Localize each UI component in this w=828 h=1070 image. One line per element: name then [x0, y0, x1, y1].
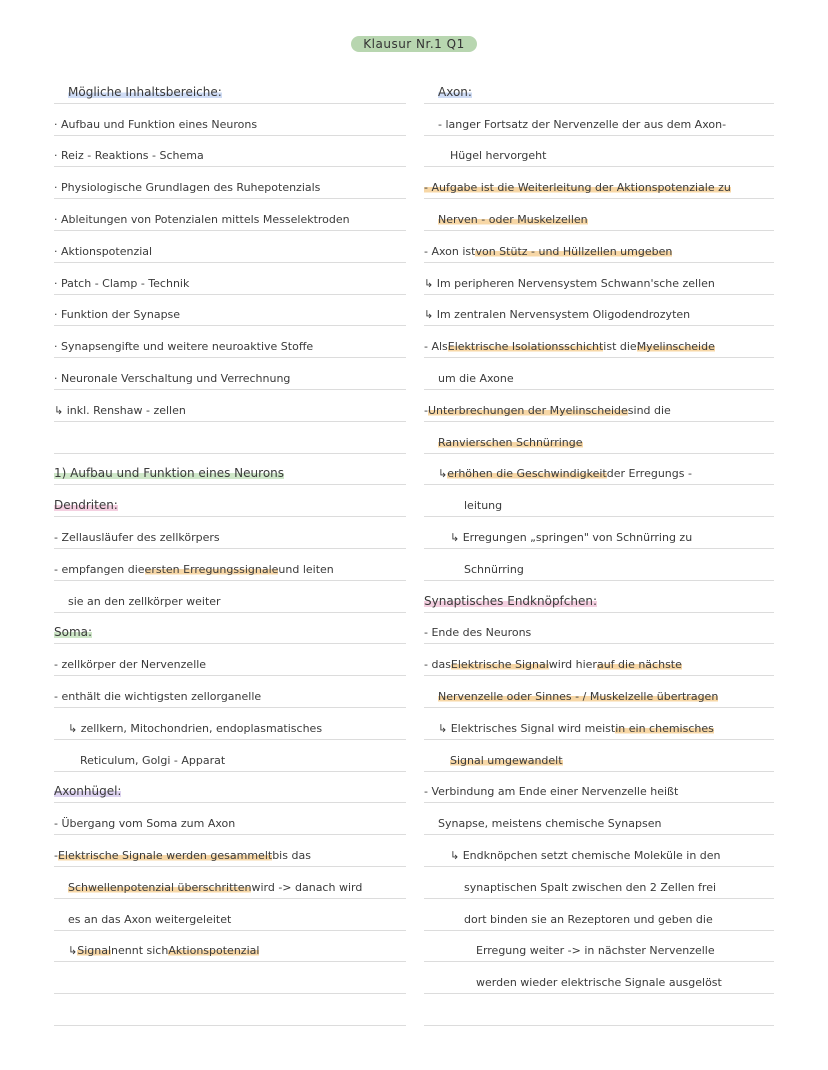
note-line	[424, 676, 774, 708]
note-line	[424, 390, 774, 422]
note-text: sind die	[627, 403, 671, 417]
note-line-empty	[54, 422, 406, 454]
section-heading: 1) Aufbau und Funktion eines Neurons	[54, 466, 285, 481]
title-area	[0, 33, 828, 52]
page-title: Klausur Nr.1 Q1	[351, 36, 476, 52]
note-text: leitung	[464, 499, 503, 513]
note-text: Schnürring	[464, 562, 524, 576]
note-line	[54, 167, 406, 199]
note-line	[424, 104, 774, 136]
note-line	[424, 931, 774, 963]
note-line	[424, 740, 774, 772]
note-line	[424, 644, 774, 676]
note-line	[54, 899, 406, 931]
note-text: · Reiz - Reaktions - Schema	[54, 149, 204, 163]
note-line	[424, 867, 774, 899]
note-text: wird hier	[548, 658, 597, 672]
note-text: · Ableitungen von Potenzialen mittels Messelektroden	[54, 212, 350, 226]
note-text: ↳	[68, 944, 78, 958]
note-line	[424, 231, 774, 263]
note-text: - Zellausläufer des zellkörpers	[54, 530, 220, 544]
highlight: in ein chemisches	[615, 721, 714, 735]
note-text: -	[54, 848, 58, 862]
note-line	[424, 358, 774, 390]
highlight: - Aufgabe ist die Weiterleitung der Aktionspotenziale zu	[424, 181, 731, 195]
right-column	[424, 72, 774, 1026]
note-line	[424, 899, 774, 931]
highlight: Elektrische Signale werden gesammelt	[57, 848, 273, 862]
highlight: Unterbrechungen der Myelinscheide	[427, 403, 628, 417]
note-line	[54, 517, 406, 549]
note-line	[424, 422, 774, 454]
highlight: Schwellenpotenzial überschritten	[68, 880, 252, 894]
note-text: - Axon ist	[424, 244, 476, 258]
note-text: ist die	[603, 340, 637, 354]
note-line	[424, 326, 774, 358]
note-text: bis das	[272, 848, 311, 862]
note-text: ↳	[438, 467, 448, 481]
note-line	[54, 199, 406, 231]
note-line	[54, 231, 406, 263]
note-text: Reticulum, Golgi - Apparat	[80, 753, 226, 767]
note-text: Hügel hervorgeht	[450, 149, 547, 163]
note-text: sie an den zellkörper weiter	[68, 594, 221, 608]
note-line	[424, 708, 774, 740]
note-line	[54, 803, 406, 835]
highlight: von Stütz - und Hüllzellen umgeben	[475, 244, 673, 258]
note-line-empty	[54, 994, 406, 1026]
note-line	[54, 549, 406, 581]
note-text: ↳ Erregungen „springen" von Schnürring zu	[450, 530, 693, 544]
highlight: Aktionspotenzial	[168, 944, 260, 958]
note-line	[424, 485, 774, 517]
note-line	[424, 613, 774, 645]
note-text: · Funktion der Synapse	[54, 308, 181, 322]
note-line-empty	[54, 962, 406, 994]
note-line	[54, 358, 406, 390]
note-text: der Erregungs -	[606, 467, 692, 481]
note-line	[424, 549, 774, 581]
note-text: um die Axone	[438, 371, 514, 385]
highlight: Myelinscheide	[636, 340, 715, 354]
note-line	[54, 613, 406, 645]
left-column	[54, 72, 406, 1026]
note-line	[54, 295, 406, 327]
note-line	[54, 390, 406, 422]
note-text: ↳ Elektrisches Signal wird meist	[438, 721, 616, 735]
note-text: ↳ zellkern, Mitochondrien, endoplasmatisches	[68, 721, 323, 735]
note-line	[54, 326, 406, 358]
note-text: Erregung weiter -> in nächster Nervenzelle	[476, 944, 715, 958]
note-line	[54, 454, 406, 486]
highlight: Elektrische Signal	[450, 658, 549, 672]
note-text: werden wieder elektrische Signale ausgelöst	[476, 976, 722, 990]
note-text: synaptischen Spalt zwischen den 2 Zellen frei	[464, 880, 717, 894]
note-text: ↳ Im peripheren Nervensystem Schwann'sche zellen	[424, 276, 715, 290]
note-text: und leiten	[278, 562, 334, 576]
note-text: - empfangen die	[54, 562, 145, 576]
note-text: wird -> danach wird	[251, 880, 363, 894]
note-text: Synapse, meistens chemische Synapsen	[438, 817, 662, 831]
note-text: · Synapsengifte und weitere neuroaktive Stoffe	[54, 340, 314, 354]
note-line	[54, 485, 406, 517]
note-line	[54, 835, 406, 867]
note-text: nennt sich	[111, 944, 169, 958]
highlight: auf die nächste	[596, 658, 682, 672]
note-line	[54, 263, 406, 295]
highlight: Nerven - oder Muskelzellen	[438, 212, 588, 226]
note-text: Mögliche Inhaltsbereiche:	[68, 84, 222, 99]
note-line	[54, 676, 406, 708]
note-line	[424, 167, 774, 199]
note-line	[424, 581, 774, 613]
note-line	[424, 803, 774, 835]
highlight: Signal	[77, 944, 112, 958]
note-text: - Als	[424, 340, 448, 354]
highlight: Nervenzelle oder Sinnes - / Muskelzelle übertragen	[438, 689, 719, 703]
note-text: - enthält die wichtigsten zellorganelle	[54, 689, 262, 703]
note-line	[54, 644, 406, 676]
note-line	[54, 931, 406, 963]
subheading-endknoepfchen: Synaptisches Endknöpfchen:	[424, 593, 598, 608]
note-text: ↳ inkl. Renshaw - zellen	[54, 403, 186, 417]
note-text: · Neuronale Verschaltung und Verrechnung	[54, 371, 291, 385]
note-text: - Verbindung am Ende einer Nervenzelle heißt	[424, 785, 679, 799]
highlight: Signal umgewandelt	[450, 753, 563, 767]
highlight: Elektrische Isolationsschicht	[447, 340, 604, 354]
note-text: dort binden sie an Rezeptoren und geben die	[464, 912, 713, 926]
note-text: · Aufbau und Funktion eines Neurons	[54, 117, 258, 131]
highlight: Ranvierschen Schnürringe	[438, 435, 583, 449]
note-text: · Physiologische Grundlagen des Ruhepotenzials	[54, 181, 321, 195]
note-text: -	[424, 403, 428, 417]
note-line	[424, 454, 774, 486]
note-line	[424, 136, 774, 168]
note-line	[54, 72, 406, 104]
note-text: ↳ Endknöpchen setzt chemische Moleküle in den	[450, 848, 721, 862]
note-line	[424, 263, 774, 295]
note-line	[54, 136, 406, 168]
note-line-empty	[424, 994, 774, 1026]
subheading-soma: Soma:	[54, 625, 93, 640]
note-line	[424, 835, 774, 867]
note-line	[54, 740, 406, 772]
note-line	[54, 104, 406, 136]
note-text: - zellkörper der Nervenzelle	[54, 658, 207, 672]
note-line	[54, 772, 406, 804]
note-line	[424, 72, 774, 104]
subheading-axon: Axon:	[438, 84, 472, 99]
note-line	[424, 962, 774, 994]
note-text: - Ende des Neurons	[424, 626, 532, 640]
note-line	[54, 581, 406, 613]
note-text: es an das Axon weitergeleitet	[68, 912, 232, 926]
note-text: ↳ Im zentralen Nervensystem Oligodendrozyten	[424, 308, 691, 322]
highlight: erhöhen die Geschwindigkeit	[447, 467, 607, 481]
note-text: - das	[424, 658, 451, 672]
note-text: - Übergang vom Soma zum Axon	[54, 817, 236, 831]
note-text: - langer Fortsatz der Nervenzelle der aus dem Axon-	[438, 117, 727, 131]
highlight: ersten Erregungssignale	[144, 562, 279, 576]
subheading-axonhuegel: Axonhügel:	[54, 784, 122, 799]
note-line	[424, 199, 774, 231]
note-line	[424, 517, 774, 549]
note-line	[424, 772, 774, 804]
note-text: · Aktionspotenzial	[54, 244, 153, 258]
note-line	[54, 708, 406, 740]
note-text: · Patch - Clamp - Technik	[54, 276, 190, 290]
note-line	[54, 867, 406, 899]
note-line	[424, 295, 774, 327]
subheading-dendriten: Dendriten:	[54, 498, 118, 513]
